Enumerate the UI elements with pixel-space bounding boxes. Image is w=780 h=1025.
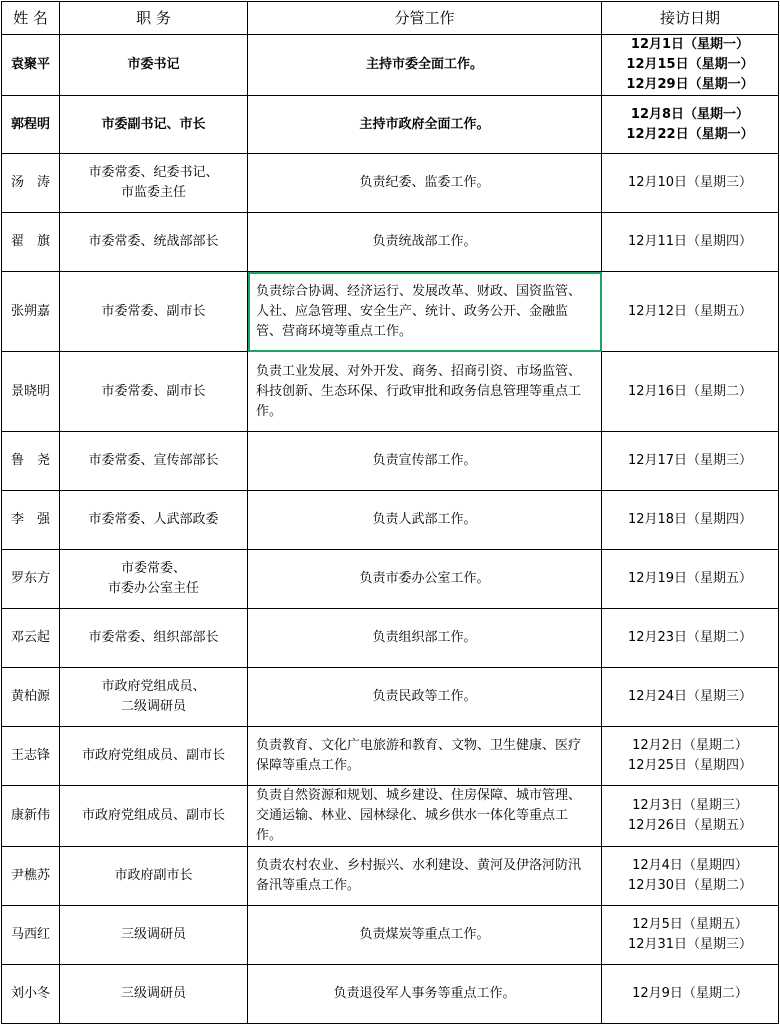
cell-name[interactable]: 张朔嘉 xyxy=(2,272,60,352)
table-row xyxy=(2,906,779,965)
cell-work[interactable]: 负责综合协调、经济运行、发展改革、财政、国资监管、人社、应急管理、安全生产、统计、政务公开、金融监管、营商环境等重点工作。 xyxy=(248,272,602,352)
cell-position[interactable] xyxy=(60,96,248,154)
cell-dates[interactable] xyxy=(602,35,779,96)
cell-work[interactable]: 主持市政府全面工作。 xyxy=(248,96,602,154)
cell-dates[interactable] xyxy=(602,550,779,609)
date-line: 12月3日（星期三） xyxy=(632,798,748,813)
cell-position[interactable] xyxy=(60,786,248,847)
cell-dates[interactable] xyxy=(602,213,779,272)
position-line: 三级调研员 xyxy=(120,986,186,1001)
cell-dates[interactable] xyxy=(602,432,779,491)
position-line: 市委副书记、市长 xyxy=(101,116,206,132)
date-line: 12月2日（星期二） xyxy=(632,738,748,753)
table-row xyxy=(2,272,779,352)
cell-position[interactable] xyxy=(60,727,248,786)
cell-work[interactable]: 负责民政等工作。 xyxy=(248,668,602,727)
cell-dates[interactable] xyxy=(602,491,779,550)
position-line: 市政府党组成员、副市长 xyxy=(81,808,225,823)
date-line: 12月18日（星期四） xyxy=(627,512,753,527)
cell-name[interactable]: 尹樵苏 xyxy=(2,847,60,906)
date-line: 12月4日（星期四） xyxy=(632,858,748,873)
table-row xyxy=(2,786,779,847)
date-line: 12月17日（星期三） xyxy=(627,453,753,468)
cell-name[interactable]: 郭程明 xyxy=(2,96,60,154)
table-row xyxy=(2,668,779,727)
cell-position[interactable] xyxy=(60,965,248,1024)
date-line: 12月30日（星期二） xyxy=(627,878,753,893)
date-line: 12月31日（星期三） xyxy=(627,937,753,952)
cell-position[interactable] xyxy=(60,154,248,213)
cell-position[interactable] xyxy=(60,550,248,609)
date-line: 12月15日（星期一） xyxy=(626,57,754,72)
cell-work[interactable]: 负责煤炭等重点工作。 xyxy=(248,906,602,965)
date-line: 12月26日（星期五） xyxy=(627,818,753,833)
cell-position[interactable] xyxy=(60,906,248,965)
table-row xyxy=(2,352,779,432)
header-date: 接访日期 xyxy=(602,2,779,35)
cell-name[interactable]: 李 强 xyxy=(2,491,60,550)
cell-dates[interactable] xyxy=(602,272,779,352)
header-position: 职 务 xyxy=(60,2,248,35)
date-line: 12月11日（星期四） xyxy=(627,234,753,249)
position-line: 市政府党组成员、 xyxy=(101,679,206,694)
position-line: 三级调研员 xyxy=(120,927,186,942)
table-row xyxy=(2,213,779,272)
position-line: 市委常委、纪委书记、 xyxy=(88,165,219,180)
position-line: 市委常委、 xyxy=(120,561,186,576)
cell-dates[interactable] xyxy=(602,668,779,727)
cell-work[interactable]: 负责纪委、监委工作。 xyxy=(248,154,602,213)
cell-name[interactable]: 汤 涛 xyxy=(2,154,60,213)
cell-work[interactable]: 负责退役军人事务等重点工作。 xyxy=(248,965,602,1024)
date-line: 12月29日（星期一） xyxy=(626,77,754,92)
cell-name[interactable]: 马西红 xyxy=(2,906,60,965)
cell-dates[interactable] xyxy=(602,727,779,786)
cell-work[interactable]: 主持市委全面工作。 xyxy=(248,35,602,96)
table-row xyxy=(2,727,779,786)
cell-position[interactable] xyxy=(60,491,248,550)
cell-work[interactable]: 负责市委办公室工作。 xyxy=(248,550,602,609)
cell-position[interactable] xyxy=(60,272,248,352)
position-line: 二级调研员 xyxy=(120,699,186,714)
date-line: 12月8日（星期一） xyxy=(630,106,750,122)
header-work: 分管工作 xyxy=(248,2,602,35)
date-line: 12月25日（星期四） xyxy=(627,758,753,773)
table-row xyxy=(2,96,779,154)
cell-work[interactable]: 负责农村农业、乡村振兴、水利建设、黄河及伊洛河防汛备汛等重点工作。 xyxy=(248,847,602,906)
header-name: 姓 名 xyxy=(2,2,60,35)
date-line: 12月10日（星期三） xyxy=(627,175,753,190)
cell-position[interactable] xyxy=(60,668,248,727)
cell-position[interactable] xyxy=(60,213,248,272)
cell-name[interactable]: 康新伟 xyxy=(2,786,60,847)
position-line: 市委常委、统战部部长 xyxy=(88,234,219,249)
cell-dates[interactable] xyxy=(602,965,779,1024)
date-line: 12月23日（星期二） xyxy=(627,630,753,645)
date-line: 12月9日（星期二） xyxy=(632,986,748,1001)
cell-name[interactable]: 罗东方 xyxy=(2,550,60,609)
date-line: 12月19日（星期五） xyxy=(627,571,753,586)
date-line: 12月16日（星期二） xyxy=(627,383,753,399)
position-line: 市委常委、副市长 xyxy=(101,383,206,399)
position-line: 市委常委、副市长 xyxy=(101,303,206,319)
cell-position[interactable] xyxy=(60,847,248,906)
cell-work[interactable]: 负责组织部工作。 xyxy=(248,609,602,668)
cell-work[interactable]: 负责统战部工作。 xyxy=(248,213,602,272)
cell-dates[interactable] xyxy=(602,154,779,213)
table-body xyxy=(2,35,779,1024)
cell-name[interactable]: 袁聚平 xyxy=(2,35,60,96)
cell-dates[interactable] xyxy=(602,906,779,965)
date-line: 12月12日（星期五） xyxy=(627,303,753,319)
position-line: 市政府党组成员、副市长 xyxy=(81,748,225,763)
position-line: 市委办公室主任 xyxy=(107,581,199,596)
position-line: 市委常委、组织部部长 xyxy=(88,630,219,645)
cell-name[interactable]: 王志锋 xyxy=(2,727,60,786)
reception-schedule-table xyxy=(1,1,779,1024)
position-line: 市委常委、宣传部部长 xyxy=(88,453,219,468)
date-line: 12月1日（星期一） xyxy=(630,37,750,52)
header-row xyxy=(2,2,779,35)
cell-work[interactable]: 负责宣传部工作。 xyxy=(248,432,602,491)
cell-name[interactable]: 鲁 尧 xyxy=(2,432,60,491)
table-row xyxy=(2,35,779,96)
cell-dates[interactable] xyxy=(602,96,779,154)
cell-position[interactable] xyxy=(60,352,248,432)
table-row xyxy=(2,491,779,550)
position-line: 市政府副市长 xyxy=(114,868,193,883)
cell-dates[interactable] xyxy=(602,847,779,906)
table-row xyxy=(2,609,779,668)
cell-work[interactable]: 负责自然资源和规划、城乡建设、住房保障、城市管理、交通运输、林业、园林绿化、城乡供水一体化等重点工作。 xyxy=(248,786,602,847)
date-line: 12月24日（星期三） xyxy=(627,689,753,704)
cell-work[interactable]: 负责人武部工作。 xyxy=(248,491,602,550)
date-line: 12月22日（星期一） xyxy=(626,126,754,142)
cell-name[interactable]: 邓云起 xyxy=(2,609,60,668)
cell-name[interactable]: 黄柏源 xyxy=(2,668,60,727)
cell-position[interactable] xyxy=(60,35,248,96)
table-row xyxy=(2,154,779,213)
cell-dates[interactable] xyxy=(602,352,779,432)
cell-position[interactable] xyxy=(60,432,248,491)
cell-position[interactable] xyxy=(60,609,248,668)
cell-dates[interactable] xyxy=(602,609,779,668)
table-row xyxy=(2,965,779,1024)
date-line: 12月5日（星期五） xyxy=(632,917,748,932)
table-row xyxy=(2,432,779,491)
position-line: 市委常委、人武部政委 xyxy=(88,512,219,527)
cell-dates[interactable] xyxy=(602,786,779,847)
table-row xyxy=(2,847,779,906)
position-line: 市委书记 xyxy=(127,57,180,72)
cell-name[interactable]: 刘小冬 xyxy=(2,965,60,1024)
position-line: 市监委主任 xyxy=(120,185,186,200)
cell-name[interactable]: 景晓明 xyxy=(2,352,60,432)
cell-work[interactable]: 负责工业发展、对外开发、商务、招商引资、市场监管、科技创新、生态环保、行政审批和政务信息管理等重点工作。 xyxy=(248,352,602,432)
cell-work[interactable]: 负责教育、文化广电旅游和教育、文物、卫生健康、医疗保障等重点工作。 xyxy=(248,727,602,786)
cell-name[interactable]: 翟 旗 xyxy=(2,213,60,272)
table-row xyxy=(2,550,779,609)
